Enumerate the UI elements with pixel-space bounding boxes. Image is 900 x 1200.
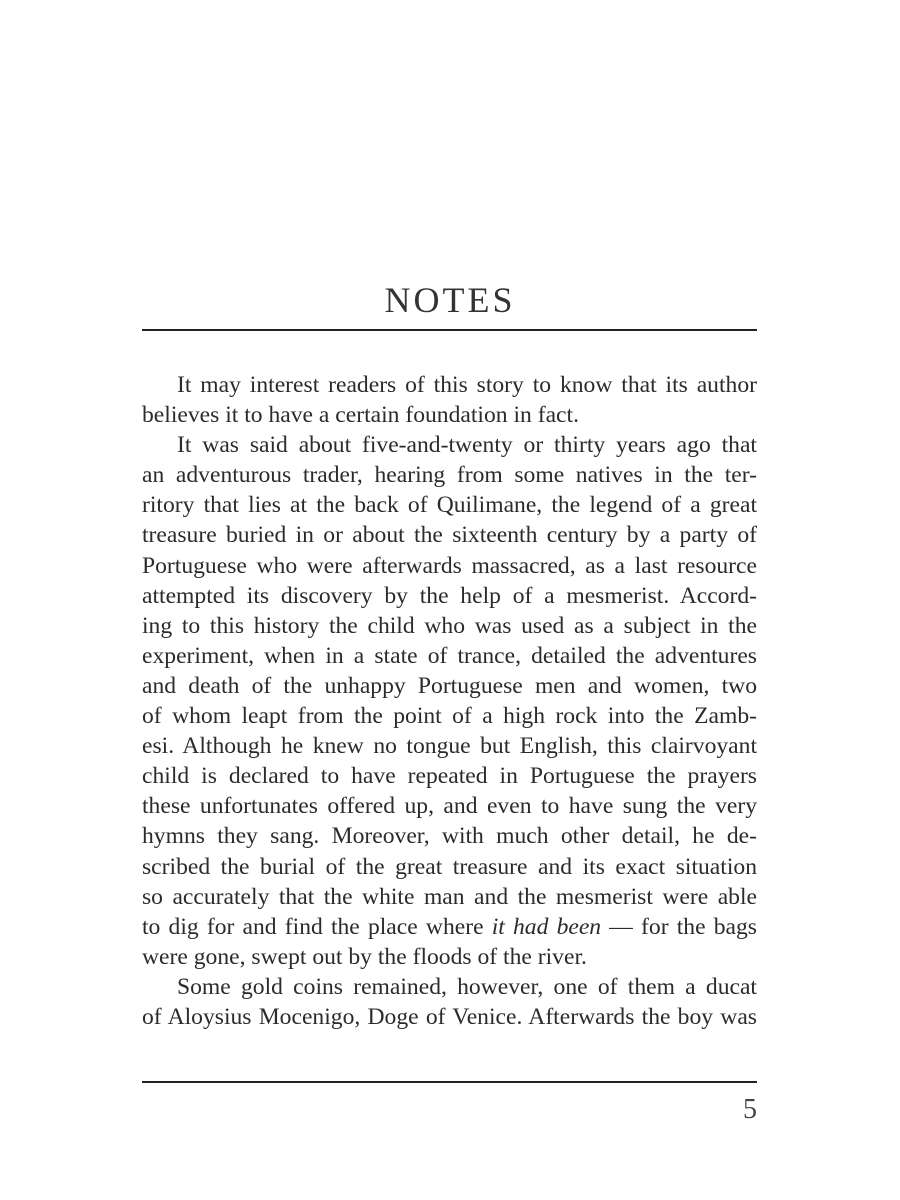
text-line: child is declared to have repeated in Portuguese the prayers [142,763,757,790]
text-line: treasure buried in or about the sixteenth century by a party of [142,522,757,549]
text-line-with-italic [142,912,757,942]
top-divider [142,329,757,331]
text-line: hymns they sang. Moreover, with much other detail, he de- [142,823,757,850]
text-line: ritory that lies at the back of Quilimane, the legend of a great [142,492,757,519]
text-line: of whom leapt from the point of a high rock into the Zamb- [142,703,757,730]
text-line: an adventurous trader, hearing from some natives in the ter- [142,462,757,489]
text-line: believes it to have a certain foundation in fact. [142,402,579,429]
page-title: NOTES [384,280,516,321]
text-segment: to dig for and find the place where [142,913,492,940]
italic-phrase: it had been [491,913,602,940]
text-line: experiment, when in a state of trance, detailed the adventures [142,642,757,669]
page-number: 5 [743,1094,757,1125]
text-segment: — for the bags [601,913,757,940]
text-line: ing to this history the child who was used as a subject in the [142,612,757,639]
text-line: scribed the burial of the great treasure and its exact situation [142,853,757,880]
text-line: It may interest readers of this story to know that its author [177,372,757,398]
text-line: were gone, swept out by the floods of the river. [142,943,587,970]
text-line: of Aloysius Mocenigo, Doge of Venice. Afterwards the boy was [142,1003,757,1030]
text-line: Portuguese who were afterwards massacred, as a last resource [142,552,757,579]
text-line: It was said about five-and-twenty or thirty years ago that [177,432,757,459]
text-line: and death of the unhappy Portuguese men and women, two [142,672,757,699]
text-line: Some gold coins remained, however, one of them a ducat [177,973,757,1000]
notes-body [142,370,757,1032]
text-line: these unfortunates offered up, and even to have sung the very [142,793,757,820]
bottom-divider [142,1081,757,1083]
text-line: so accurately that the white man and the mesmerist were able [142,883,757,910]
text-line: attempted its discovery by the help of a mesmerist. Accord- [142,582,757,609]
text-line: esi. Although he knew no tongue but English, this clairvoyant [142,733,757,760]
